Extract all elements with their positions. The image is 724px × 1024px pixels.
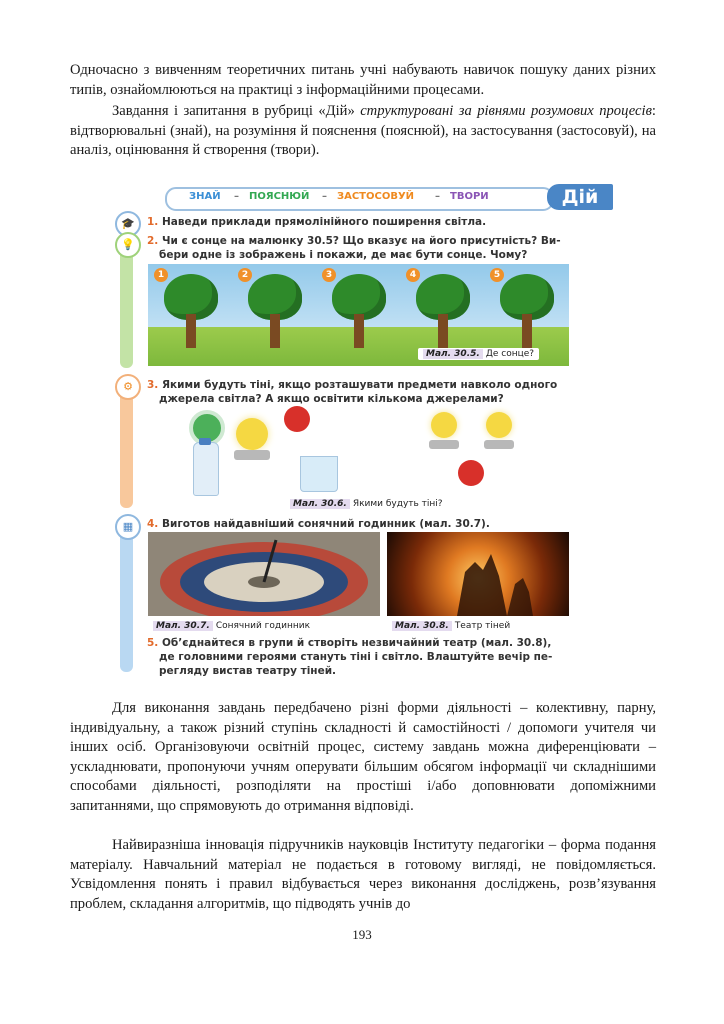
- paragraph-2-emphasis: структуровані за рівнями розумових процесів: [360, 103, 652, 119]
- tree-3: [322, 268, 396, 362]
- question-5-line-1: Об’єднайтеся в групи й створіть незвичайний театр (мал. 30.8),: [161, 637, 552, 649]
- dii-title-badge: Дій: [547, 184, 613, 210]
- level-sep: –: [322, 191, 327, 202]
- question-5-number: 5.: [147, 637, 159, 649]
- question-4-number: 4.: [147, 518, 159, 530]
- question-2: [147, 234, 561, 262]
- bulb-base-icon: [234, 450, 270, 460]
- light-bulb-icon: [236, 418, 268, 450]
- question-5-line-3: регляду вистав театру тіней.: [159, 665, 337, 677]
- level-tvory: ТВОРИ: [450, 191, 489, 202]
- water-bottle-illustration: [193, 442, 219, 496]
- graduation-cap-icon: 🎓: [115, 211, 141, 237]
- sundial-photo: [148, 532, 380, 616]
- shadow-figures-illustration: [387, 532, 569, 616]
- tree-1: [154, 268, 228, 362]
- paragraph-4: Найвиразніша інновація підручників науковців Інституту педагогіки – форма подання матеріалу. Навчальний матеріал не подається в готовому вигляді, не повідомляється. Усвідомлення понять і правил відбувається через виконання досліджень, розв’язування проблем, складання алгоритмів, що підводять учнів до: [70, 837, 656, 912]
- level-sep: –: [234, 191, 239, 202]
- figure-label: Мал. 30.5.: [423, 349, 483, 359]
- bulb-base-icon: [484, 440, 514, 449]
- blocks-icon: ▦: [115, 514, 141, 540]
- paragraph-2-end: : відтворювальні (знай), на розуміння й пояснення (пояснюй), на застосування (застосовуй), на аналіз, оцінювання й створення (твори).: [70, 103, 656, 158]
- question-1-number: 1.: [147, 216, 159, 228]
- sundial-illustration: [148, 532, 380, 616]
- level-zastosovui: ЗАСТОСОВУЙ: [337, 191, 415, 202]
- question-4: [147, 517, 490, 531]
- levels-header: [165, 187, 554, 211]
- figure-30-6-caption: [285, 498, 448, 510]
- question-3-line-1: Якими будуть тіні, якщо розташувати предмети навколо одного: [161, 379, 558, 391]
- level-poyasniui: ПОЯСНЮЙ: [249, 191, 310, 202]
- apple-icon: [284, 406, 310, 432]
- bottle-cap-icon: [199, 438, 211, 445]
- question-4-text: Виготов найдавніший сонячний годинник (мал. 30.7).: [161, 518, 490, 530]
- tree-2: [238, 268, 312, 362]
- question-5: [147, 636, 552, 678]
- figure-caption-text: Театр тіней: [454, 621, 511, 631]
- tree-number: 5: [490, 268, 504, 282]
- figure-30-7-caption: [148, 620, 315, 632]
- question-3: [147, 378, 557, 406]
- page-number: 193: [352, 927, 372, 942]
- tree-number: 3: [322, 268, 336, 282]
- glass-icon: [300, 456, 338, 492]
- bulb-base-icon: [429, 440, 459, 449]
- tree-number: 2: [238, 268, 252, 282]
- figure-label: Мал. 30.7.: [153, 621, 213, 631]
- figure-label: Мал. 30.8.: [392, 621, 452, 631]
- strip-tvory: [120, 520, 133, 672]
- question-3-line-2: джерела світла? А якщо освітити кількома джерелами?: [159, 393, 504, 405]
- figure-caption-text: Сонячний годинник: [215, 621, 311, 631]
- paragraph-3: Для виконання завдань передбачено різні форми діяльності – колективну, парну, індивідуальну, а також різний ступінь складності й самостійності / допомоги учителя чи інших осіб. Організовуючи освітній процес, систему завдань можна диференціювати – ускладнювати, пропонуючи учням оперувати більшим обсягом інформації чи складнішими способами діяльності, розподіляти на простіші і/або доповнювати допоміжними запитаннями, що спрямовують до отримання відповіді.: [70, 700, 656, 814]
- tree-number: 4: [406, 268, 420, 282]
- question-2-line-1: Чи є сонце на малюнку 30.5? Що вказує на його присутність? Ви-: [161, 235, 561, 247]
- question-3-number: 3.: [147, 379, 159, 391]
- figure-label: Мал. 30.6.: [290, 499, 350, 509]
- figure-30-5-caption: [418, 348, 539, 360]
- figure-caption-text: Де сонце?: [485, 349, 535, 359]
- question-2-line-2: бери одне із зображень і покажи, де має бути сонце. Чому?: [159, 249, 528, 261]
- paragraph-1: Одночасно з вивченням теоретичних питань учні набувають навичок пошуку даних різних типів, ознайомлюються на практиці з інформаційними процесами.: [70, 62, 656, 98]
- shadow-theatre-photo: [387, 532, 569, 616]
- textbook-excerpt: [113, 184, 613, 676]
- gears-icon: ⚙: [115, 374, 141, 400]
- paragraph-2-start: Завдання і запитання в рубриці «Дій»: [112, 103, 361, 119]
- question-1-text: Наведи приклади прямолінійного поширення світла.: [161, 216, 487, 228]
- question-5-line-2: де головними героями стануть тіні і світло. Влаштуйте вечір пе-: [159, 651, 553, 663]
- tree-number: 1: [154, 268, 168, 282]
- question-1: [147, 215, 486, 229]
- lightbulb-icon: 💡: [115, 232, 141, 258]
- figure-caption-text: Якими будуть тіні?: [352, 499, 443, 509]
- level-sep: –: [435, 191, 440, 202]
- apple-icon: [458, 460, 484, 486]
- light-bulb-icon: [431, 412, 457, 438]
- level-znai: ЗНАЙ: [189, 191, 221, 202]
- paragraph-2: [70, 102, 656, 161]
- light-bulb-icon: [486, 412, 512, 438]
- question-2-number: 2.: [147, 235, 159, 247]
- figure-30-8-caption: [387, 620, 515, 632]
- trees-illustration: [148, 264, 569, 366]
